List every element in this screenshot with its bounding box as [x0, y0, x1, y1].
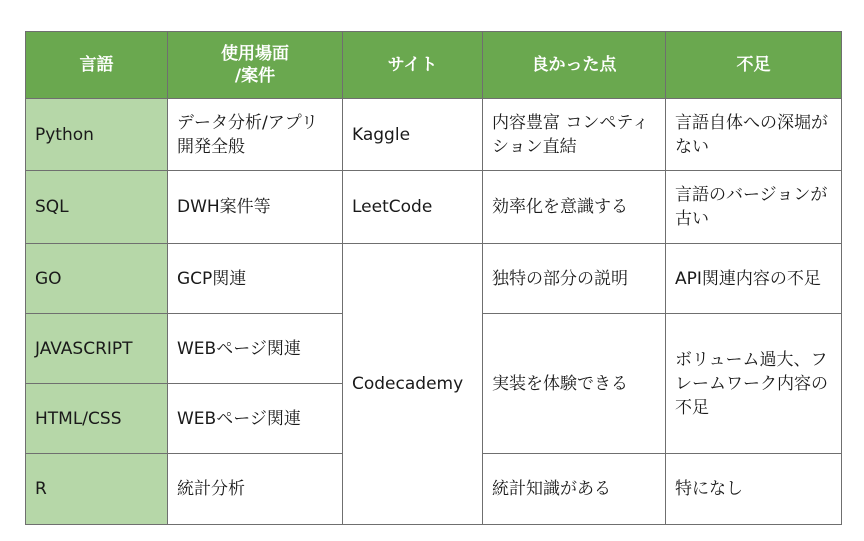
cell-lack-merged: ボリューム過大、フレームワーク内容の不足: [666, 314, 842, 454]
cell-lack: 言語自体への深堀がない: [666, 99, 842, 171]
cell-language: Python: [26, 99, 168, 171]
cell-language: HTML/CSS: [26, 384, 168, 454]
cell-lack: API関連内容の不足: [666, 244, 842, 314]
cell-usage: WEBページ関連: [168, 384, 343, 454]
cell-site: Kaggle: [343, 99, 483, 171]
cell-usage: データ分析/アプリ開発全般: [168, 99, 343, 171]
cell-language: SQL: [26, 171, 168, 244]
cell-site-merged: Codecademy: [343, 244, 483, 525]
cell-language: GO: [26, 244, 168, 314]
table-row: [26, 99, 842, 171]
cell-good: 効率化を意識する: [483, 171, 666, 244]
table-row: [26, 171, 842, 244]
header-row: [26, 32, 842, 99]
cell-good: 内容豊富 コンペティション直結: [483, 99, 666, 171]
header-usage: [168, 32, 343, 99]
header-language: 言語: [26, 32, 168, 99]
header-site: サイト: [343, 32, 483, 99]
cell-language: R: [26, 454, 168, 525]
cell-good-merged: 実装を体験できる: [483, 314, 666, 454]
cell-usage: GCP関連: [168, 244, 343, 314]
cell-site: LeetCode: [343, 171, 483, 244]
cell-language: JAVASCRIPT: [26, 314, 168, 384]
cell-usage: 統計分析: [168, 454, 343, 525]
comparison-table-container: [25, 31, 841, 525]
table-row: [26, 244, 842, 314]
header-good-points: 良かった点: [483, 32, 666, 99]
cell-lack: 特になし: [666, 454, 842, 525]
cell-usage: WEBページ関連: [168, 314, 343, 384]
language-learning-table: [25, 31, 842, 525]
header-usage-text: 使用場面 /案件: [221, 44, 289, 86]
cell-good: 統計知識がある: [483, 454, 666, 525]
header-shortcomings: 不足: [666, 32, 842, 99]
cell-usage: DWH案件等: [168, 171, 343, 244]
cell-good: 独特の部分の説明: [483, 244, 666, 314]
cell-lack: 言語のバージョンが古い: [666, 171, 842, 244]
